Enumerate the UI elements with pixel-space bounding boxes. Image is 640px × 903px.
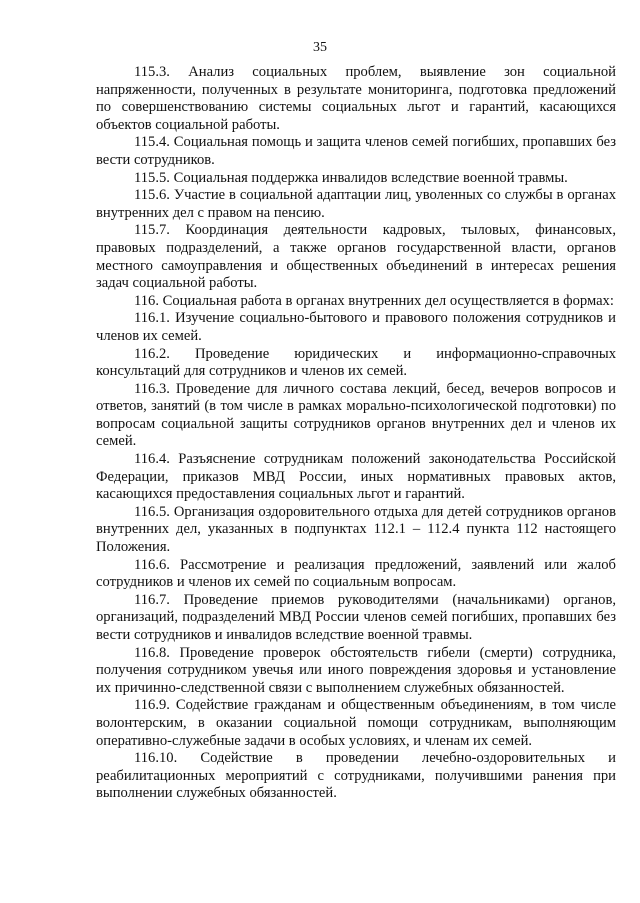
paragraph-115-6: 115.6. Участие в социальной адаптации лиц, уволенных со службы в органах внутренних дел с правом на пенсию. — [96, 187, 616, 221]
paragraph-115-4: 115.4. Социальная помощь и защита членов семей погибших, пропавших без вести сотрудников. — [96, 134, 616, 168]
paragraph-115-3: 115.3. Анализ социальных проблем, выявление зон социальной напряженности, полученных в результате мониторинга, подготовка предложений по совершенствованию системы социальных льгот и гарантий, касающихся объектов социальной работы. — [96, 64, 616, 133]
paragraph-116-4: 116.4. Разъяснение сотрудникам положений законодательства Российской Федерации, приказов МВД России, иных нормативных правовых актов, касающихся предоставления социальных льгот и гарантий. — [96, 451, 616, 503]
paragraph-116-5: 116.5. Организация оздоровительного отдыха для детей сотрудников органов внутренних дел, указанных в подпунктах 112.1 – 112.4 пункта 112 настоящего Положения. — [96, 503, 616, 556]
paragraph-116-6: 116.6. Рассмотрение и реализация предложений, заявлений или жалоб сотрудников и членов их семей по социальным вопросам. — [96, 556, 616, 591]
paragraph-116: 116. Социальная работа в органах внутренних дел осуществляется в формах: — [134, 292, 614, 309]
document-body — [96, 64, 616, 803]
paragraph-115-7: 115.7. Координация деятельности кадровых, тыловых, финансовых, правовых подразделений, а также органов государственной власти, органов местного самоуправления и общественных объединений в интересах решения задач социальной работы. — [96, 222, 616, 292]
paragraph-116-3: 116.3. Проведение для личного состава лекций, бесед, вечеров вопросов и ответов, занятий (в том числе в рамках морально-психологической подготовки) по вопросам социальной защиты сотрудников органов внутренних дел и членов их семей. — [96, 380, 616, 450]
page-number: 35 — [313, 40, 327, 55]
paragraph-116-1: 116.1. Изучение социально-бытового и правового положения сотрудников и членов их семей. — [96, 310, 616, 344]
paragraph-115-5: 115.5. Социальная поддержка инвалидов вследствие военной травмы. — [134, 169, 568, 186]
paragraph-116-7: 116.7. Проведение приемов руководителями (начальниками) органов, организаций, подразделений МВД России членов семей погибших, пропавших без вести сотрудников и инвалидов вследствие военной травмы. — [96, 591, 616, 643]
paragraph-116-2: 116.2. Проведение юридических и информационно-справочных консультаций для сотрудников и членов их семей. — [96, 345, 616, 380]
paragraph-116-9: 116.9. Содействие гражданам и общественным объединениям, в том числе волонтерским, в оказании социальной помощи сотрудникам, выполняющим оперативно-служебные задачи в особых условиях, и членам их семей. — [96, 697, 616, 749]
paragraph-116-10: 116.10. Содействие в проведении лечебно-оздоровительных и реабилитационных мероприятий с сотрудниками, получившими ранения при выполнении служебных обязанностей. — [96, 750, 616, 802]
paragraph-116-8: 116.8. Проведение проверок обстоятельств гибели (смерти) сотрудника, получения сотрудником увечья или иного повреждения здоровья и установление их причинно-следственной связи с выполнением служебных обязанностей. — [96, 644, 616, 696]
